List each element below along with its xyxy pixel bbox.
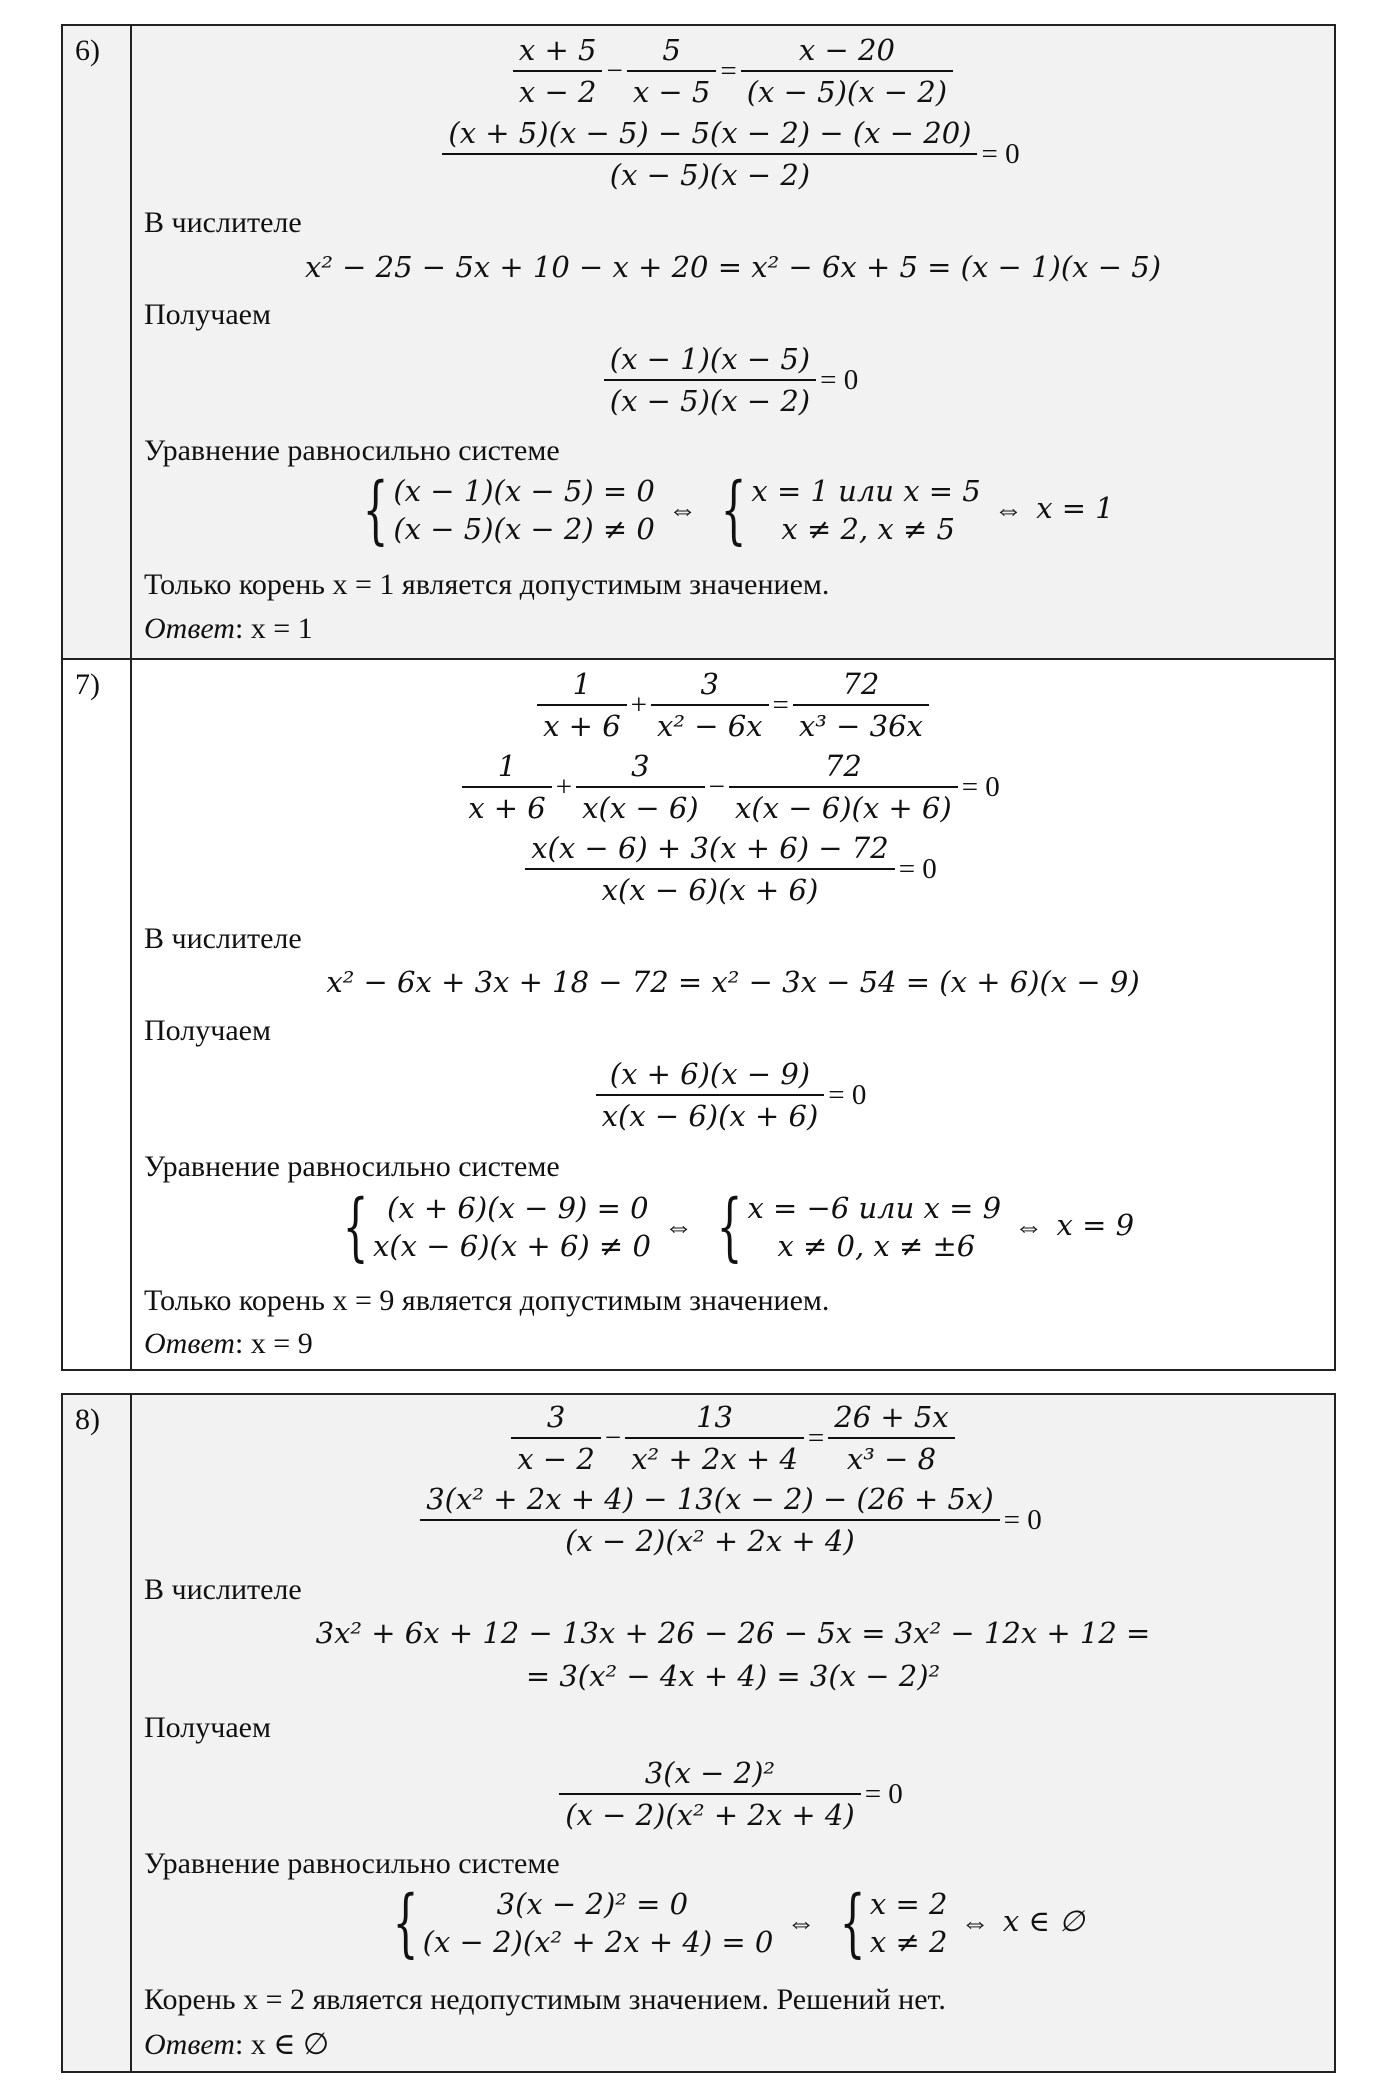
answer-line: [144, 1327, 313, 1361]
label-numerator: В числителе: [144, 922, 302, 955]
system-of-equations: { 3(x − 2)² = 0 (x − 2)(x² + 2x + 4) = 0 ⇔ { x = 2 x ≠ 2 ⇔ x ∈ ∅: [392, 1880, 1085, 1966]
answer-line: [144, 2027, 329, 2062]
equation-reduced: $\frac{(x + 6)(x - 9)}{x(x - 6)(x + 6)}$ = 0: [132, 1054, 1334, 1136]
solutions-table-2: [61, 1393, 1336, 2073]
problem-8-solution: [132, 1395, 1334, 2071]
answer-label: Ответ: [144, 2028, 235, 2061]
system-of-equations: { (x − 1)(x − 5) = 0 (x − 5)(x − 2) ≠ 0 ⇔ { x = 1 или x = 5 x ≠ 2, x ≠ 5 ⇔ x = 1: [362, 467, 1114, 553]
label-system: Уравнение равносильно системе: [144, 1847, 560, 1880]
equation-original: $\frac{3}{x - 2}$ − $\frac{13}{\text{x² + 2x + 4}}$ = $\frac{26 + 5x}{\text{x³ − 8}}$: [132, 1397, 1334, 1479]
left-brace: {: [716, 1184, 743, 1270]
answer-label: Ответ: [144, 1327, 235, 1360]
numerator-expansion-line-2: = 3(x² − 4x + 4) = 3(x − 2)²: [525, 1659, 941, 1693]
left-brace: {: [720, 467, 747, 553]
numerator-expansion: x² − 6x + 3x + 18 − 72 = x² − 3x − 54 = (x + 6)(x − 9): [326, 965, 1140, 999]
equation-original: $\frac{x + 5}{x - 2}$ − $\frac{5}{x - 5}$ = $\frac{x - 20}{(x - 5)(x - 2)}$: [132, 30, 1334, 112]
answer-value: : x = 1: [234, 612, 313, 645]
label-get: Получаем: [144, 298, 271, 331]
label-system: Уравнение равносильно системе: [144, 434, 560, 467]
answer-label: Ответ: [144, 612, 235, 645]
label-numerator: В числителе: [144, 1573, 302, 1606]
problem-number: 6): [63, 26, 132, 658]
equation-factored: $\frac{1}{x + 6}$ + $\frac{3}{x(x - 6)}$ − $\frac{72}{x(x - 6)(x + 6)}$ = 0: [132, 746, 1334, 828]
equation-reduced: $\frac{\text{3(x − 2)²}}{\text{(x − 2)(x² + 2x + 4)}}$ = 0: [132, 1753, 1334, 1835]
equation-combined: $\frac{\text{3(x² + 2x + 4) − 13(x − 2) − (26 + 5x)}}{\text{(x − 2)(x² + 2x + 4)}}$ = 0: [132, 1479, 1334, 1561]
left-brace: {: [342, 1184, 369, 1270]
conclusion-text: Только корень x = 1 является допустимым значением.: [144, 568, 830, 601]
label-numerator: В числителе: [144, 206, 302, 239]
problem-6-row: [63, 26, 1334, 658]
answer-line: [144, 612, 313, 646]
problem-7-row: [63, 658, 1334, 1369]
label-get: Получаем: [144, 1711, 271, 1744]
conclusion-text: Корень x = 2 является недопустимым значением. Решений нет.: [144, 1983, 946, 2016]
problem-6-solution: [132, 26, 1334, 658]
numerator-expansion: x² − 25 − 5x + 10 − x + 20 = x² − 6x + 5 = (x − 1)(x − 5): [304, 250, 1162, 284]
left-brace: {: [362, 467, 389, 553]
problem-number: 8): [63, 1395, 132, 2071]
solutions-table-1: [61, 24, 1336, 1371]
left-brace: {: [392, 1880, 419, 1966]
left-brace: {: [839, 1880, 866, 1966]
equation-combined: $\frac{x(x - 6) + 3(x + 6) - 72}{x(x - 6)(x + 6)}$ = 0: [132, 828, 1334, 910]
problem-7-solution: [132, 660, 1334, 1369]
equation-combined: $\frac{(x + 5)(x - 5) - 5(x - 2) - (x - 20)}{(x - 5)(x - 2)}$ = 0: [132, 113, 1334, 195]
problem-8-row: [63, 1395, 1334, 2071]
equation-reduced: $\frac{(x - 1)(x - 5)}{(x - 5)(x - 2)}$ = 0: [132, 339, 1334, 421]
conclusion-text: Только корень x = 9 является допустимым значением.: [144, 1284, 830, 1317]
numerator-expansion-line-1: 3x² + 6x + 12 − 13x + 26 − 26 − 5x = 3x² − 12x + 12 =: [315, 1616, 1151, 1650]
problem-number: 7): [63, 660, 132, 1369]
label-system: Уравнение равносильно системе: [144, 1150, 560, 1183]
answer-value: : x = 9: [234, 1327, 313, 1360]
equation-original: $\frac{1}{x + 6}$ + $\frac{3}{\text{x² − 6x}}$ = $\frac{72}{\text{x³ − 36x}}$: [132, 664, 1334, 746]
system-of-equations: { (x + 6)(x − 9) = 0 x(x − 6)(x + 6) ≠ 0 ⇔ { x = −6 или x = 9 x ≠ 0, x ≠ ±6 ⇔ x = 9: [342, 1184, 1135, 1270]
label-get: Получаем: [144, 1014, 271, 1047]
answer-value: : x ∈ ∅: [234, 2028, 330, 2061]
